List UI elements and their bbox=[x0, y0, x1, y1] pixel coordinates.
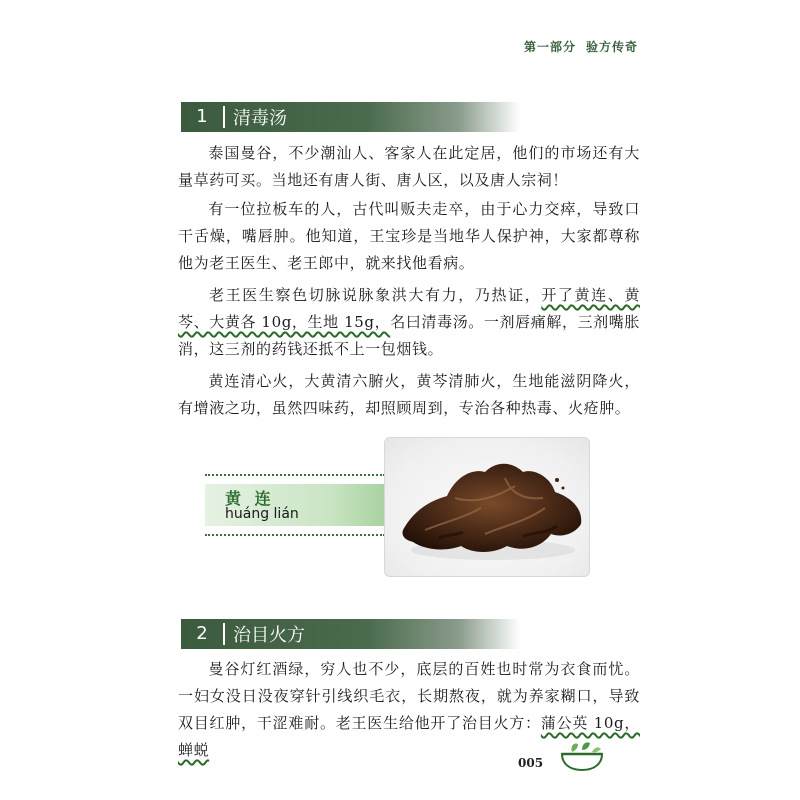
section-number: 2 bbox=[181, 623, 225, 645]
section-heading-1 bbox=[181, 102, 520, 132]
dotted-divider bbox=[205, 474, 385, 476]
paragraph-text: 名曰清毒汤。一剂唇痛解，三剂嘴胀消，这三剂的药钱还抵不上一包烟钱。 bbox=[178, 313, 640, 358]
paragraph bbox=[178, 282, 640, 363]
running-head bbox=[524, 38, 638, 55]
page-number: 005 bbox=[518, 756, 544, 770]
dotted-divider bbox=[205, 534, 385, 536]
paragraph bbox=[178, 140, 640, 194]
herb-bowl-icon bbox=[558, 740, 606, 774]
herb-name: 黄 连 bbox=[225, 489, 275, 508]
running-head-title: 验方传奇 bbox=[586, 40, 639, 54]
paragraph-text: 泰国曼谷，不少潮汕人、客家人在此定居，他们的市场还有大量草药可买。当地还有唐人街、唐人区，以及唐人宗祠！ bbox=[178, 144, 640, 189]
section-number: 1 bbox=[181, 106, 225, 128]
herb-photo bbox=[384, 437, 590, 577]
running-head-part: 第一部分 bbox=[524, 40, 577, 54]
paragraph-text: 曼谷灯红酒绿，穷人也不少，底层的百姓也时常为衣食而忧。一妇女没日没夜穿针引线织毛衣，长期熬夜，就为养家糊口，导致双目红肿，干涩难耐。老王医生给他开了治目火方： bbox=[178, 660, 640, 732]
herb-pinyin: huáng lián bbox=[225, 506, 299, 522]
paragraph-text: 有一位拉板车的人，古代叫贩夫走卒，由于心力交瘁，导致口干舌燥，嘴唇肿。他知道，王宝珍是当地华人保护神，大家都尊称他为老王医生、老王郎中，就来找他看病。 bbox=[178, 200, 640, 272]
paragraph-text: 黄连清心火，大黄清六腑火，黄芩清肺火，生地能滋阴降火，有增液之功，虽然四味药，却照顾周到，专治各种热毒、火疮肿。 bbox=[178, 372, 640, 417]
prescription-highlight: 开了黄连、黄芩、大黄各 10g，生地 15g， bbox=[178, 286, 640, 331]
huanglian-rhizome-image bbox=[385, 438, 590, 577]
paragraph bbox=[178, 368, 640, 422]
herb-card bbox=[205, 470, 385, 540]
section-title: 清毒汤 bbox=[233, 108, 287, 129]
prescription-highlight: 蒲公英 10g，蝉蜕 bbox=[178, 714, 640, 759]
paragraph-text: 老王医生察色切脉说脉象洪大有力，乃热证， bbox=[208, 286, 542, 304]
section-title: 治目火方 bbox=[233, 625, 305, 646]
section-heading-2 bbox=[181, 619, 520, 649]
paragraph bbox=[178, 196, 640, 277]
